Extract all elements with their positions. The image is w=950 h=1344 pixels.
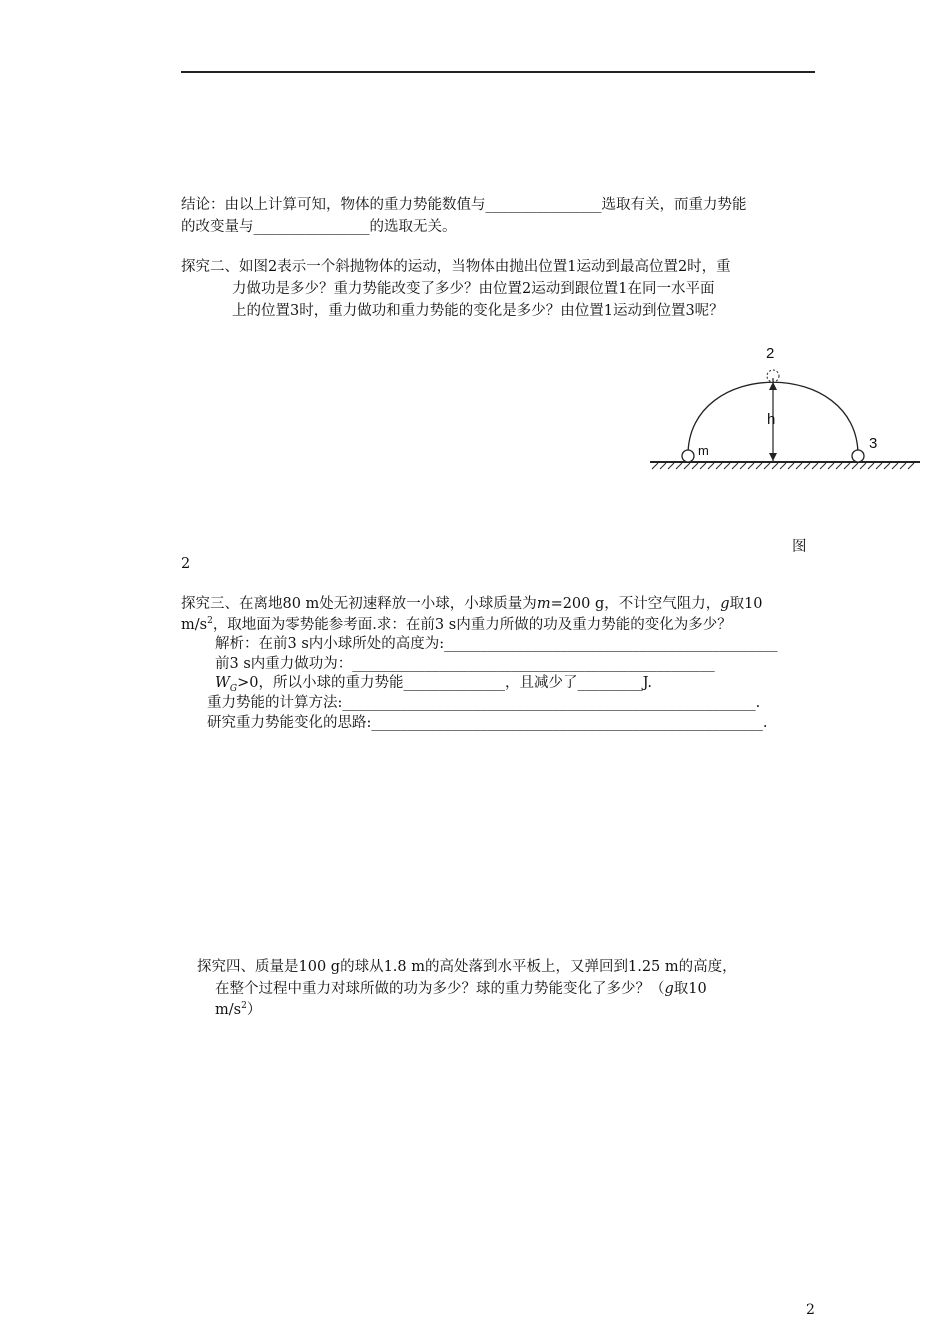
explore3-line-2: $m/s^2$，取地面为零势能参考面.求：在前3 s内重力所做的功及重力势能的变化为多少？ bbox=[181, 616, 732, 633]
explore2-line-3: 上的位置3时，重力做功和重力势能的变化是多少？由位置1运动到位置3呢？ bbox=[232, 303, 724, 319]
header-rule bbox=[181, 71, 815, 73]
explore4-line-2: 在整个过程中重力对球所做的功为多少？球的重力势能变化了多少？（g取10 bbox=[215, 981, 707, 997]
explore3-energy-change: $W_G>0$，所以小球的重力势能______________，且减少了_________J. bbox=[215, 675, 653, 694]
explore2-line-2: 力做功是多少？重力势能改变了多少？由位置2运动到跟位置1在同一水平面 bbox=[232, 281, 715, 297]
ball-position-1 bbox=[682, 450, 694, 462]
label-position-2: 2 bbox=[766, 345, 775, 362]
label-position-3: 3 bbox=[869, 435, 878, 452]
label-height: h bbox=[767, 411, 776, 428]
page-number: 2 bbox=[806, 1302, 815, 1318]
figure-caption-b: 2 bbox=[181, 556, 191, 572]
ball-position-3 bbox=[852, 450, 864, 462]
conclusion-line-2: 的改变量与________________的选取无关。 bbox=[181, 219, 457, 235]
explore3-analysis: 解析：在前3 s内小球所处的高度为:______________________________________________ bbox=[215, 636, 778, 652]
label-mass: m bbox=[698, 443, 709, 458]
explore3-method: 重力势能的计算方法:_________________________________________________________. bbox=[207, 695, 761, 711]
arrow-head-down bbox=[769, 453, 777, 461]
figure-caption-a: 图 bbox=[792, 539, 807, 555]
projectile-figure bbox=[648, 338, 922, 470]
ground-hatching bbox=[652, 463, 914, 469]
explore3-work: 前3 s内重力做功为：__________________________________________________ bbox=[215, 656, 715, 672]
arrow-head-up bbox=[769, 382, 777, 390]
explore4-line-1: 探究四、质量是100 g的球从1.8 m的高处落到水平板上，又弹回到1.25 m的高度， bbox=[197, 959, 737, 975]
conclusion-line-1: 结论：由以上计算可知，物体的重力势能数值与________________选取有关，而重力势能 bbox=[181, 197, 747, 213]
explore4-line-3: $m/s^2$） bbox=[215, 1001, 262, 1018]
explore3-approach: 研究重力势能变化的思路:______________________________________________________. bbox=[207, 715, 768, 731]
explore2-line-1: 探究二、如图2表示一个斜抛物体的运动，当物体由抛出位置1运动到最高位置2时，重 bbox=[181, 259, 731, 275]
explore3-line-1: 探究三、在离地80 m处无初速释放一小球，小球质量为m=200 g，不计空气阻力，g取10 bbox=[181, 596, 763, 612]
